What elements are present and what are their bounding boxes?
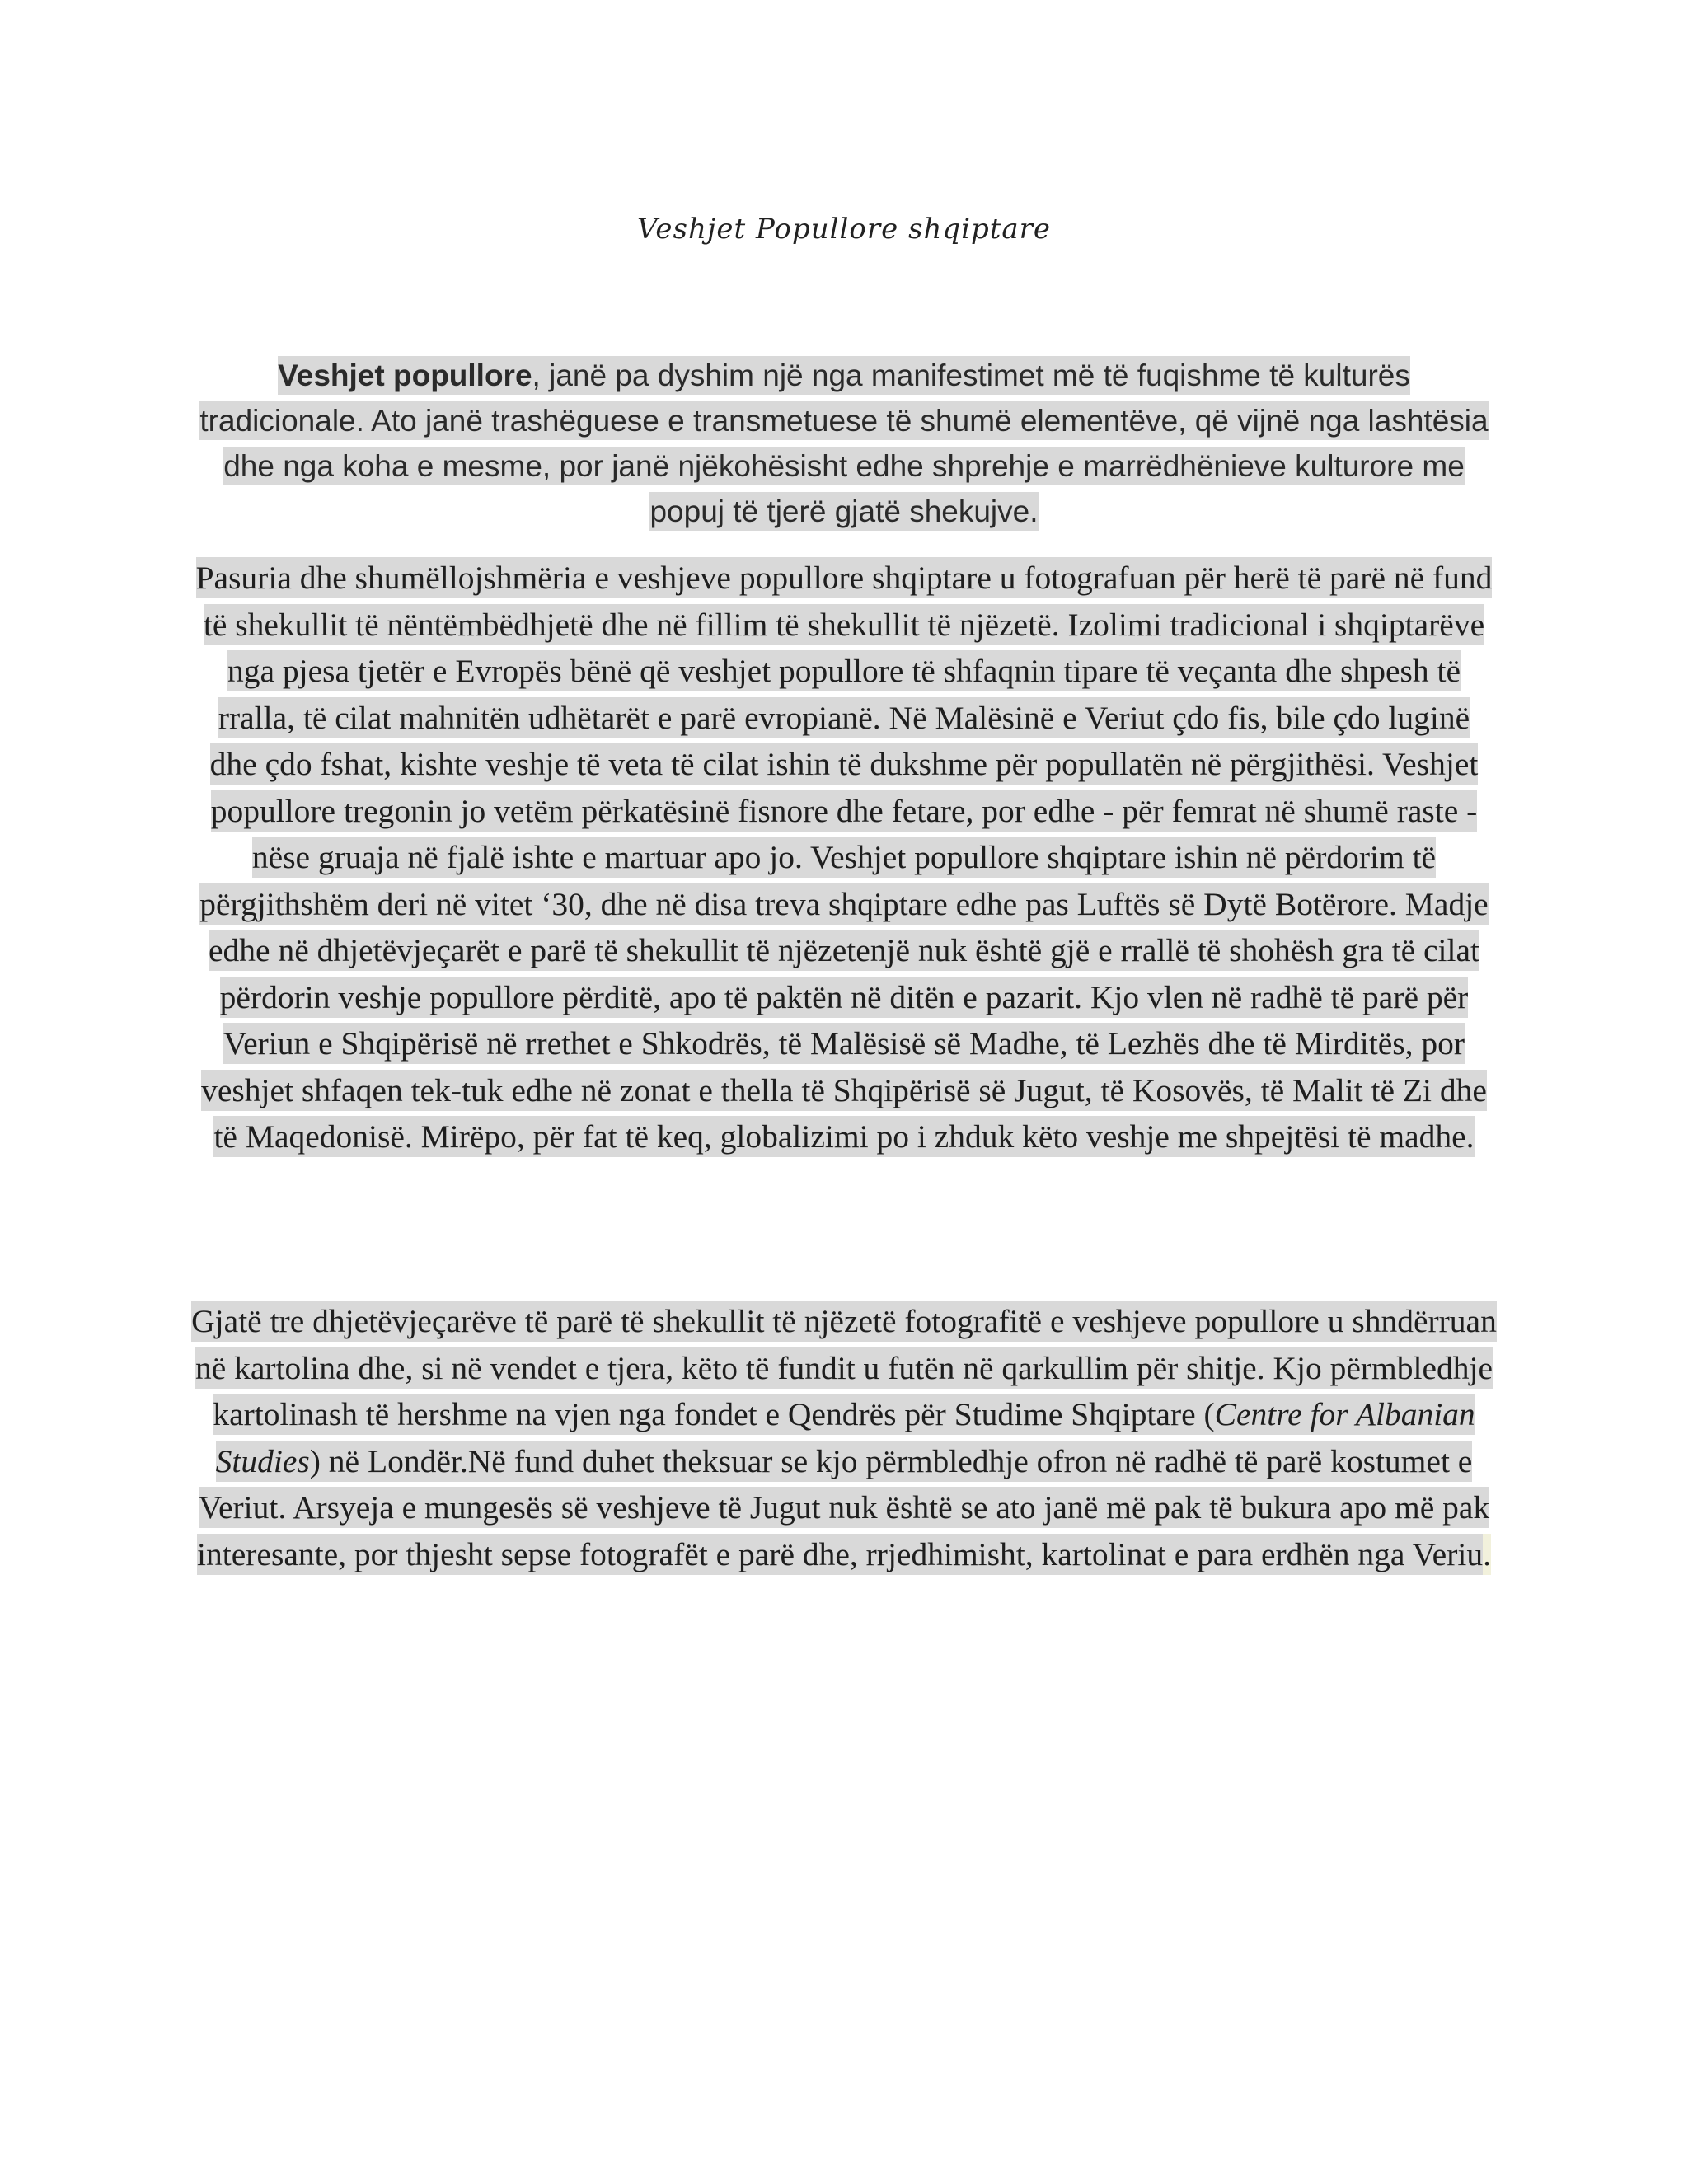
postcards-italic-name: Centre for Albanian Studies <box>215 1396 1475 1479</box>
intro-lead-bold: Veshjet popullore <box>278 359 532 392</box>
body-paragraph-postcards <box>191 1298 1497 1577</box>
postcards-final-period: . <box>1483 1534 1491 1575</box>
body-paragraph-history <box>191 555 1497 1160</box>
intro-paragraph <box>196 353 1492 534</box>
intro-text: , janë pa dyshim një nga manifestimet më të fuqishme të kulturës tradicionale. Ato janë trashëguese e transmetuese të shumë elementëve, që vijnë nga lashtësia dhe nga koha e mesme, por janë njëkohësisht edhe shprehje e marrëdhënieve kulturore me popuj të tjerë gjatë shekujve. <box>199 359 1489 528</box>
postcards-text-after: ) në Londër.Në fund duhet theksuar se kjo përmbledhje ofron në radhë të parë kostumet e Veriut. Arsyeja e mungesës së veshjeve të Jugut nuk është se ato janë më pak të bukura apo më pak interesante, por thjesht sepse fotografët e parë dhe, rrjedhimisht, kartolinat e para erdhën nga Veriu <box>197 1442 1490 1572</box>
postcards-text-before: Gjatë tre dhjetëvjeçarëve të parë të shekullit të njëzetë fotografitë e veshjeve popullore u shndërruan në kartolina dhe, si në vendet e tjera, këto të fundit u futën në qarkullim për shitje. Kjo përmbledhje kartolinash të hershme na vjen nga fondet e Qendrës për Studime Shqiptare ( <box>191 1303 1497 1432</box>
postcards-highlight <box>191 1301 1497 1575</box>
document-title: Veshjet Popullore shqiptare <box>636 213 1052 246</box>
history-text: Pasuria dhe shumëllojshmëria e veshjeve popullore shqiptare u fotografuan për herë të parë në fund të shekullit të nëntëmbëdhjetë dhe në fillim të shekullit të njëzetë. Izolimi tradicional i shqiptarëve nga pjesa tjetër e Evropës bënë që veshjet popullore të shfaqnin tipare të veçanta dhe shpesh të rralla, të cilat mahnitën udhëtarët e parë evropianë. Në Malësinë e Veriut çdo fis, bile çdo luginë dhe çdo fshat, kishte veshje të veta të cilat ishin të dukshme për popullatën në përgjithësi. Veshjet popullore tregonin jo vetëm përkatësinë fisnore dhe fetare, por edhe - për femrat në shumë raste - nëse gruaja në fjalë ishte e martuar apo jo. Veshjet popullore shqiptare ishin në përdorim të përgjithshëm deri në vitet ‘30, dhe në disa treva shqiptare edhe pas Luftës së Dytë Botërore. Madje edhe në dhjetëvjeçarët e parë të shekullit të njëzetenjë nuk është gjë e rrallë të shohësh gra të cilat përdorin veshje popullore përditë, apo të paktën në ditën e pazarit. Kjo vlen në radhë të parë për Veriun e Shqipërisë në rrethet e Shkodrës, të Malësisë së Madhe, të Lezhës dhe të Mirditës, por veshjet shfaqen tek-tuk edhe në zonat e thella të Shqipërisë së Jugut, të Kosovës, të Malit të Zi dhe të Maqedonisë. Mirëpo, për fat të keq, globalizimi po i zhduk këto veshje me shpejtësi të madhe. <box>196 557 1493 1157</box>
intro-highlight <box>199 356 1488 531</box>
